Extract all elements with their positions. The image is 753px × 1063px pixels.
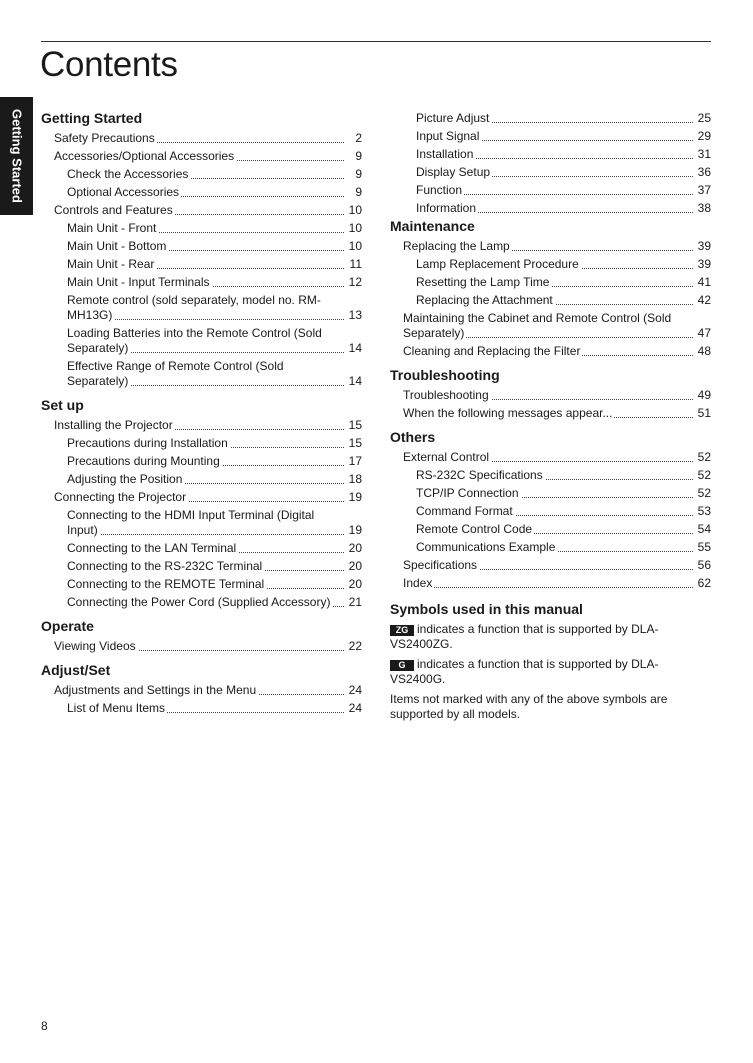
page-title: Contents	[40, 45, 178, 84]
toc-entry-text: TCP/IP Connection	[416, 485, 519, 500]
toc-entry[interactable]	[390, 520, 711, 538]
toc-entry-text: Accessories/Optional Accessories	[54, 148, 235, 163]
toc-entry-page: 25	[693, 111, 711, 126]
toc-entry-page: 10	[344, 203, 362, 218]
toc-entry[interactable]	[41, 488, 362, 506]
toc-entry-text: Connecting to the RS-232C Terminal	[67, 558, 263, 573]
toc-entry-page: 51	[693, 406, 711, 421]
toc-entry[interactable]	[41, 681, 362, 699]
toc-entry-title	[67, 541, 344, 556]
toc-entry[interactable]	[390, 556, 711, 574]
section-heading: Others	[390, 429, 436, 445]
toc-entry-list	[390, 386, 711, 422]
toc-entry-page: 22	[344, 639, 362, 654]
section-heading: Getting Started	[41, 110, 143, 126]
toc-entry[interactable]	[390, 386, 711, 404]
toc-entry-page: 15	[344, 436, 362, 451]
toc-entry-title	[416, 257, 693, 272]
toc-entry-title	[416, 165, 693, 180]
toc-entry-text: Adjusting the Position	[67, 471, 183, 486]
toc-entry-text: Command Format	[416, 503, 513, 518]
contents-right-column	[390, 109, 711, 727]
toc-entry[interactable]	[390, 502, 711, 520]
toc-entry[interactable]	[390, 574, 711, 592]
toc-entry-text: Remote control (sold separately, model no. RM-MH13G)	[67, 292, 321, 322]
toc-entry[interactable]	[390, 448, 711, 466]
symbols-note: Items not marked with any of the above symbols are supported by all models.	[390, 692, 668, 721]
toc-entry[interactable]	[390, 127, 711, 145]
toc-entry-title	[416, 275, 693, 290]
toc-entry[interactable]	[41, 434, 362, 452]
toc-entry-title	[403, 239, 693, 254]
toc-entry-text: External Control	[403, 449, 490, 464]
toc-entry[interactable]	[390, 538, 711, 556]
toc-entry-text: Connecting to the LAN Terminal	[67, 540, 237, 555]
toc-entry[interactable]	[41, 183, 362, 201]
toc-entry[interactable]	[390, 181, 711, 199]
toc-entry[interactable]	[390, 237, 711, 255]
toc-entry[interactable]	[390, 309, 711, 342]
toc-entry-list	[41, 416, 362, 611]
toc-entry-page: 19	[344, 523, 362, 538]
symbols-heading: Symbols used in this manual	[390, 601, 583, 617]
toc-entry-text: Display Setup	[416, 164, 491, 179]
toc-entry-text: Installing the Projector	[54, 417, 173, 432]
toc-entry-list	[41, 637, 362, 655]
toc-entry-title	[403, 344, 693, 359]
toc-entry-text: Maintaining the Cabinet and Remote Control (Sold Separately)	[403, 310, 672, 340]
toc-entry[interactable]	[41, 219, 362, 237]
symbols-section	[390, 600, 711, 722]
toc-entry-page: 20	[344, 577, 362, 592]
toc-entry-page: 62	[693, 576, 711, 591]
toc-entry-page: 9	[344, 185, 362, 200]
toc-entry[interactable]	[41, 165, 362, 183]
side-tab-label: Getting Started	[9, 109, 24, 203]
toc-entry[interactable]	[41, 593, 362, 611]
toc-entry-text: Main Unit - Rear	[67, 256, 155, 271]
toc-entry-page: 36	[693, 165, 711, 180]
toc-entry[interactable]	[41, 129, 362, 147]
toc-entry[interactable]	[390, 255, 711, 273]
section-heading: Maintenance	[390, 218, 475, 234]
toc-entry-text: Connecting the Projector	[54, 489, 187, 504]
toc-entry-page: 38	[693, 201, 711, 216]
toc-entry[interactable]	[390, 404, 711, 422]
toc-entry[interactable]	[390, 163, 711, 181]
toc-entry-text: Main Unit - Front	[67, 220, 157, 235]
toc-entry-list	[41, 681, 362, 717]
g-badge-icon: G	[390, 660, 414, 671]
toc-entry[interactable]	[41, 291, 362, 324]
toc-entry-title	[416, 486, 693, 501]
toc-entry-page: 49	[693, 388, 711, 403]
toc-entry-page: 10	[344, 239, 362, 254]
toc-entry-text: Optional Accessories	[67, 184, 180, 199]
toc-entry[interactable]	[390, 199, 711, 217]
toc-entry-list	[390, 237, 711, 360]
toc-entry-title	[403, 406, 693, 421]
toc-entry-text: Resetting the Lamp Time	[416, 274, 550, 289]
toc-entry-text: Replacing the Lamp	[403, 238, 510, 253]
toc-entry-title	[67, 508, 344, 538]
side-tab	[0, 97, 33, 215]
toc-entry-text: Viewing Videos	[54, 638, 136, 653]
toc-entry-title	[416, 522, 693, 537]
toc-entry-title	[416, 468, 693, 483]
toc-entry-title	[54, 418, 344, 433]
toc-entry-page: 47	[693, 326, 711, 341]
toc-entry[interactable]	[41, 506, 362, 539]
toc-entry-page: 52	[693, 486, 711, 501]
section-heading: Adjust/Set	[41, 662, 111, 678]
section-heading: Troubleshooting	[390, 367, 500, 383]
toc-entry-text: Main Unit - Input Terminals	[67, 274, 210, 289]
toc-entry-text: Safety Precautions	[54, 130, 155, 145]
toc-entry-page: 10	[344, 221, 362, 236]
toc-entry-text: Precautions during Installation	[67, 435, 228, 450]
toc-entry[interactable]	[41, 699, 362, 717]
toc-entry-title	[403, 558, 693, 573]
toc-entry-text: Check the Accessories	[67, 166, 189, 181]
toc-entry-title	[403, 388, 693, 403]
toc-entry-page: 24	[344, 701, 362, 716]
toc-entry-text: Connecting to the REMOTE Terminal	[67, 576, 265, 591]
page-number: 8	[41, 1019, 48, 1033]
toc-entry-title	[54, 203, 344, 218]
symbol-g-para	[390, 657, 711, 687]
toc-entry-text: RS-232C Specifications	[416, 467, 543, 482]
toc-entry-page: 18	[344, 472, 362, 487]
toc-entry-text: Specifications	[403, 557, 478, 572]
toc-entry-text: Loading Batteries into the Remote Control (Sold Separately)	[67, 325, 322, 355]
toc-entry[interactable]	[41, 324, 362, 357]
toc-entry-title	[416, 293, 693, 308]
toc-entry[interactable]	[41, 357, 362, 390]
toc-entry-title	[416, 111, 693, 126]
toc-entry[interactable]	[390, 273, 711, 291]
toc-entry-page: 39	[693, 239, 711, 254]
toc-entry-title	[67, 454, 344, 469]
toc-entry-title	[67, 239, 344, 254]
toc-entry[interactable]	[390, 145, 711, 163]
toc-entry-page: 19	[344, 490, 362, 505]
toc-entry-text: List of Menu Items	[67, 700, 166, 715]
toc-entry-title	[67, 559, 344, 574]
toc-entry-text: Information	[416, 200, 477, 215]
toc-entry[interactable]	[41, 255, 362, 273]
toc-entry-title	[67, 359, 344, 389]
toc-entry[interactable]	[41, 539, 362, 557]
toc-entry-text: Installation	[416, 146, 474, 161]
toc-entry-page: 53	[693, 504, 711, 519]
toc-entry-title	[54, 490, 344, 505]
toc-entry-page: 17	[344, 454, 362, 469]
toc-entry[interactable]	[41, 452, 362, 470]
toc-entry-title	[54, 639, 344, 654]
toc-entry-title	[67, 595, 344, 610]
toc-entry-page: 15	[344, 418, 362, 433]
toc-entry-title	[67, 275, 344, 290]
toc-entry-title	[416, 504, 693, 519]
toc-entry-text: Index	[403, 575, 433, 590]
toc-entry-text: Remote Control Code	[416, 521, 533, 536]
toc-entry-text: Effective Range of Remote Control (Sold Separately)	[67, 358, 284, 388]
toc-entry[interactable]	[390, 291, 711, 309]
toc-entry-title	[67, 185, 344, 200]
toc-entry-title	[416, 183, 693, 198]
toc-entry[interactable]	[390, 484, 711, 502]
toc-entry-page: 20	[344, 559, 362, 574]
toc-entry-page: 21	[344, 595, 362, 610]
toc-entry-page: 42	[693, 293, 711, 308]
toc-entry-text: Connecting to the HDMI Input Terminal (Digital Input)	[67, 507, 315, 537]
toc-entry-list	[390, 448, 711, 592]
toc-entry[interactable]	[41, 557, 362, 575]
toc-entry[interactable]	[390, 342, 711, 360]
toc-entry-text: Replacing the Attachment	[416, 292, 553, 307]
toc-entry-title	[403, 311, 693, 341]
toc-entry-title	[67, 167, 344, 182]
toc-entry-title	[54, 149, 344, 164]
toc-entry-title	[67, 221, 344, 236]
zg-badge-icon: ZG	[390, 625, 414, 636]
toc-entry-page: 52	[693, 468, 711, 483]
toc-entry-page: 29	[693, 129, 711, 144]
toc-entry-title	[67, 326, 344, 356]
toc-entry-text: Communications Example	[416, 539, 556, 554]
section-heading: Set up	[41, 397, 84, 413]
toc-entry-page: 11	[344, 257, 362, 272]
toc-entry-page: 31	[693, 147, 711, 162]
toc-entry-text: Input Signal	[416, 128, 480, 143]
toc-entry[interactable]	[41, 575, 362, 593]
toc-entry-title	[403, 450, 693, 465]
symbol-zg-para	[390, 622, 711, 652]
toc-entry-page: 52	[693, 450, 711, 465]
toc-entry-title	[67, 257, 344, 272]
toc-entry-title	[67, 472, 344, 487]
toc-entry-page: 41	[693, 275, 711, 290]
toc-entry[interactable]	[41, 201, 362, 219]
toc-entry-title	[54, 131, 344, 146]
toc-entry-title	[416, 201, 693, 216]
toc-entry-page: 37	[693, 183, 711, 198]
toc-entry-page: 13	[344, 308, 362, 323]
toc-entry[interactable]	[41, 470, 362, 488]
toc-entry-page: 56	[693, 558, 711, 573]
toc-entry-text: Function	[416, 182, 463, 197]
toc-entry-page: 48	[693, 344, 711, 359]
toc-entry-text: Controls and Features	[54, 202, 173, 217]
toc-entry[interactable]	[390, 109, 711, 127]
toc-entry-title	[416, 147, 693, 162]
toc-entry-page: 9	[344, 167, 362, 182]
section-heading: Operate	[41, 618, 94, 634]
toc-entry-text: Adjustments and Settings in the Menu	[54, 682, 257, 697]
contents-left-column	[41, 109, 362, 723]
toc-entry-list	[390, 109, 711, 217]
toc-entry-text: Precautions during Mounting	[67, 453, 220, 468]
toc-entry-page: 39	[693, 257, 711, 272]
toc-entry-title	[67, 577, 344, 592]
toc-entry-text: Lamp Replacement Procedure	[416, 256, 579, 271]
symbol-g-text: indicates a function that is supported by DLA-VS2400G.	[390, 657, 659, 686]
toc-entry-page: 12	[344, 275, 362, 290]
toc-entry-page: 55	[693, 540, 711, 555]
top-rule	[41, 41, 711, 42]
toc-entry-title	[54, 683, 344, 698]
toc-entry-page: 20	[344, 541, 362, 556]
symbol-zg-text: indicates a function that is supported by DLA-VS2400ZG.	[390, 622, 659, 651]
toc-entry-page: 2	[344, 131, 362, 146]
toc-entry[interactable]	[41, 147, 362, 165]
toc-entry-text: Connecting the Power Cord (Supplied Accessory)	[67, 594, 331, 609]
toc-entry-text: Cleaning and Replacing the Filter	[403, 343, 581, 358]
right-toc	[390, 109, 711, 592]
toc-entry[interactable]	[41, 416, 362, 434]
toc-entry[interactable]	[390, 466, 711, 484]
toc-entry[interactable]	[41, 637, 362, 655]
toc-entry-title	[403, 576, 693, 591]
toc-entry-title	[67, 436, 344, 451]
toc-entry-text: Troubleshooting	[403, 387, 489, 402]
toc-entry[interactable]	[41, 237, 362, 255]
toc-entry-title	[67, 701, 344, 716]
toc-entry-page: 9	[344, 149, 362, 164]
toc-entry-page: 24	[344, 683, 362, 698]
toc-entry[interactable]	[41, 273, 362, 291]
toc-entry-title	[416, 129, 693, 144]
toc-entry-title	[416, 540, 693, 555]
toc-entry-text: Picture Adjust	[416, 110, 490, 125]
toc-entry-list	[41, 129, 362, 390]
toc-entry-page: 14	[344, 341, 362, 356]
toc-entry-text: Main Unit - Bottom	[67, 238, 167, 253]
toc-entry-page: 54	[693, 522, 711, 537]
toc-entry-text: When the following messages appear...	[403, 405, 613, 420]
toc-entry-title	[67, 293, 344, 323]
toc-entry-page: 14	[344, 374, 362, 389]
